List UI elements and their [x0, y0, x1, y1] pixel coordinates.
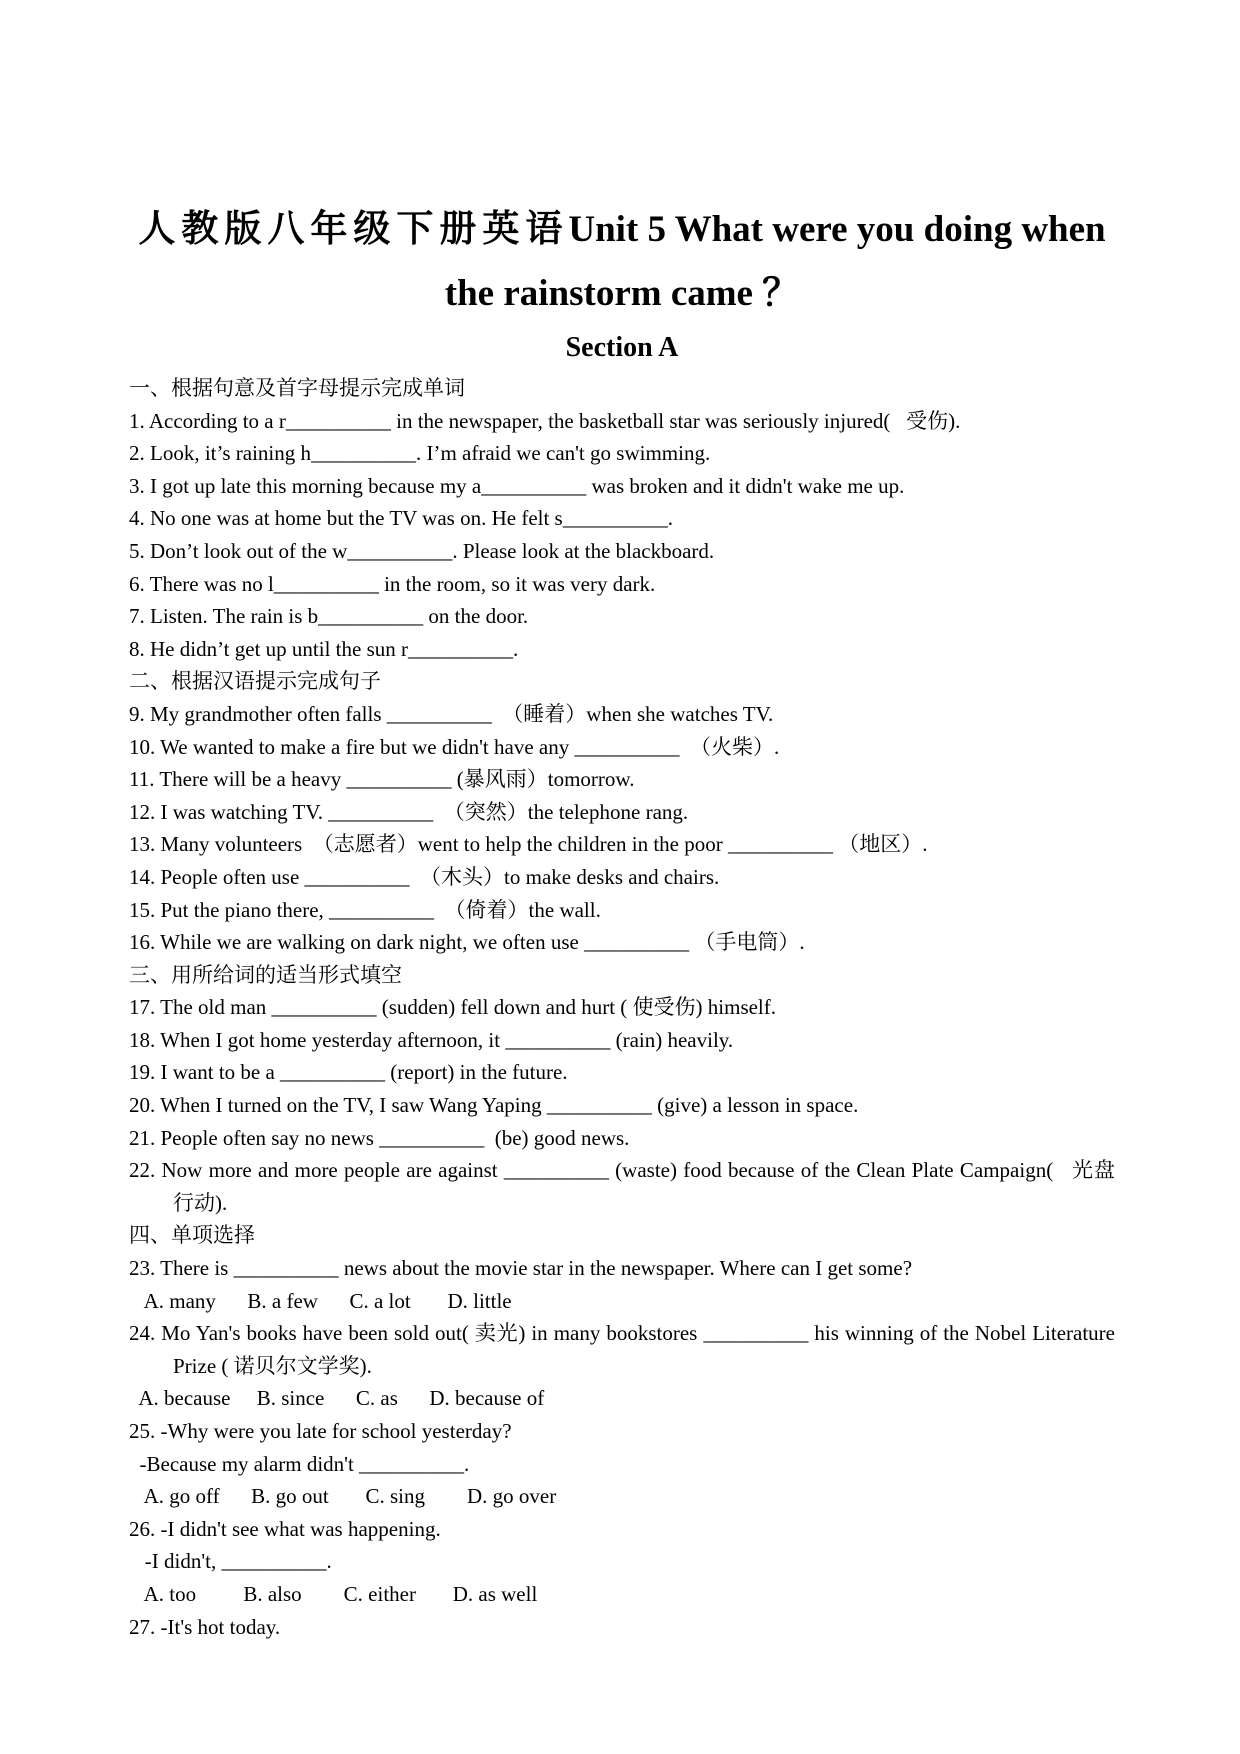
question-item: 2. Look, it’s raining h__________. I’m afraid we can't go swimming.: [129, 441, 711, 466]
question-item: 15. Put the piano there, __________ （倚着）the wall.: [129, 897, 601, 922]
part-three: [129, 959, 1115, 1220]
title-second-line: the rainstorm came ？: [444, 273, 800, 314]
part-four: [129, 1219, 1121, 1643]
question-item: 13. Many volunteers （志愿者）went to help the children in the poor __________ （地区）.: [129, 832, 928, 857]
part-heading: 三、用所给词的适当形式填空: [129, 962, 402, 987]
question-item: 5. Don’t look out of the w__________. Please look at the blackboard.: [129, 538, 715, 563]
answer-options: A. too B. also C. either D. as well: [129, 1581, 538, 1606]
title-english-part: Unit 5 What were you doing when: [568, 209, 1106, 250]
question-stem: 24. Mo Yan's books have been sold out( 卖光) in many bookstores __________ his winning of the Nobel Literature Prize ( 诺贝尔文学奖).: [129, 1321, 1121, 1378]
dialogue-reply: -I didn't, __________.: [129, 1549, 332, 1574]
question-stem: 25. -Why were you late for school yesterday?: [129, 1419, 512, 1443]
answer-options: A. because B. since C. as D. because of: [129, 1386, 545, 1411]
question-item: 10. We wanted to make a fire but we didn't have any __________ （火柴）.: [129, 734, 780, 759]
question-stem: 27. -It's hot today.: [129, 1614, 281, 1639]
question-item: 11. There will be a heavy __________ (暴风雨）tomorrow.: [129, 767, 635, 792]
worksheet-title: [129, 198, 1115, 326]
answer-options: A. many B. a few C. a lot D. little: [129, 1288, 512, 1313]
worksheet-page: [129, 198, 1121, 1643]
question-item: 14. People often use __________ （木头）to make desks and chairs.: [129, 864, 720, 889]
part-heading: 一、根据句意及首字母提示完成单词: [129, 376, 465, 400]
question-stem: 26. -I didn't see what was happening.: [129, 1516, 441, 1541]
part-heading: 二、根据汉语提示完成句子: [129, 669, 381, 694]
question-item: 4. No one was at home but the TV was on. He felt s__________.: [129, 506, 673, 531]
question-item: 22. Now more and more people are against __________ (waste) food because of the Clean Plate Campaign( 光盘行动).: [129, 1158, 1115, 1215]
question-item: 17. The old man __________ (sudden) fell down and hurt ( 使受伤) himself.: [129, 995, 777, 1020]
question-item: 3. I got up late this morning because my a__________ was broken and it didn't wake me up.: [129, 473, 905, 498]
question-item: 21. People often say no news __________ (be) good news.: [129, 1125, 630, 1150]
question-item: 16. While we are walking on dark night, we often use __________ （手电筒）.: [129, 930, 805, 955]
question-item: 20. When I turned on the TV, I saw Wang Yaping __________ (give) a lesson in space.: [129, 1093, 859, 1118]
part-heading: 四、单项选择: [129, 1223, 255, 1248]
question-item: 18. When I got home yesterday afternoon, it __________ (rain) heavily.: [129, 1027, 734, 1052]
question-item: 19. I want to be a __________ (report) in the future.: [129, 1060, 568, 1085]
question-item: 6. There was no l__________ in the room, so it was very dark.: [129, 571, 656, 596]
question-item: 12. I was watching TV. __________ （突然）the telephone rang.: [129, 799, 689, 824]
question-item: 9. My grandmother often falls __________ （睡着）when she watches TV.: [129, 701, 774, 726]
dialogue-reply: -Because my alarm didn't __________.: [129, 1451, 470, 1476]
question-stem: 23. There is __________ news about the movie star in the newspaper. Where can I get some?: [129, 1256, 913, 1281]
question-item: 7. Listen. The rain is b__________ on the door.: [129, 604, 529, 629]
answer-options: A. go off B. go out C. sing D. go over: [129, 1484, 557, 1509]
part-one: [129, 372, 1115, 665]
part-two: [129, 665, 1115, 958]
question-item: 8. He didn’t get up until the sun r__________.: [129, 636, 519, 661]
question-item: 1. According to a r__________ in the newspaper, the basketball star was seriously injured( 受伤).: [129, 408, 961, 433]
section-heading: Section A: [565, 332, 679, 363]
title-chinese-part: 人教版八年级下册英语: [138, 209, 569, 250]
